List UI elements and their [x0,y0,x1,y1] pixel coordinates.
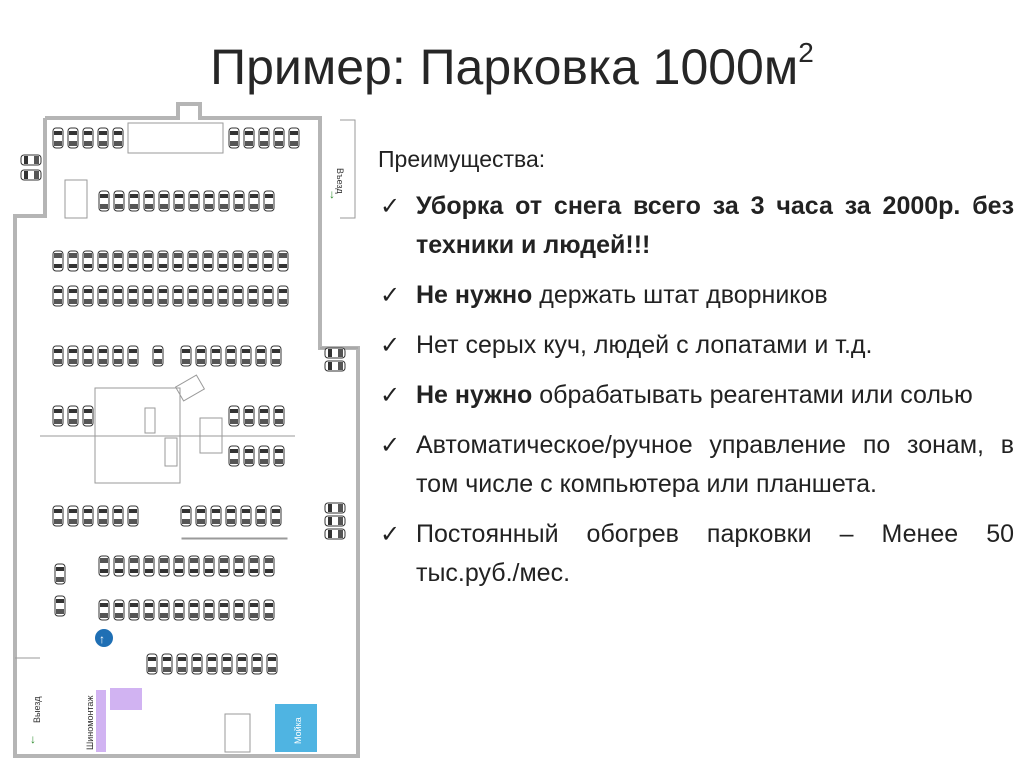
parking-space [68,406,78,426]
parking-space [252,654,262,674]
parking-space [203,251,213,271]
benefit-bold: Не нужно [416,281,533,309]
parking-space [203,286,213,306]
benefit-text: Постоянный обогрев парковки – Менее 50 тыс.руб./мес. [416,520,1014,587]
parking-space [53,128,63,148]
checkmark-icon: ✓ [380,382,401,409]
parking-space [173,286,183,306]
benefit-text: Автоматическое/ручное управление по зонам, в том числе с компьютера или планшета. [416,431,1014,498]
parking-space [128,506,138,526]
benefit-item [378,515,1014,593]
exit-label: Выезд [32,696,42,723]
parking-space [68,251,78,271]
parking-space [55,564,65,584]
parking-space [233,251,243,271]
parking-space [83,506,93,526]
parking-space [53,346,63,366]
parking-space [188,251,198,271]
parking-space [204,556,214,576]
checkmark-icon: ✓ [380,193,401,220]
benefit-bold: Не нужно [416,381,533,409]
parking-space [143,251,153,271]
exit-arrow-icon: ↓ [30,732,36,746]
benefits-panel [378,146,1014,604]
parking-space [98,346,108,366]
parking-space [144,191,154,211]
parking-space [244,128,254,148]
parking-space [113,128,123,148]
parking-space [229,128,239,148]
parking-space [158,286,168,306]
parking-space [147,654,157,674]
parking-space [278,251,288,271]
parking-space [99,556,109,576]
parking-space [233,286,243,306]
parking-space [174,556,184,576]
parking-space [256,506,266,526]
benefit-item [378,326,1014,365]
parking-space [234,556,244,576]
parking-space [219,191,229,211]
parking-space [189,556,199,576]
parking-space [196,346,206,366]
benefits-heading: Преимущества: [378,146,546,172]
entry-arrow-icon: ↓ [329,187,335,201]
parking-space [114,556,124,576]
parking-space [189,600,199,620]
parking-space [248,251,258,271]
parking-space [259,128,269,148]
checkmark-icon: ✓ [380,332,401,359]
parking-space [68,346,78,366]
parking-space [181,506,191,526]
parking-space [325,503,345,513]
parking-space [234,600,244,620]
parking-space [98,251,108,271]
parking-space [174,191,184,211]
parking-space [181,346,191,366]
benefit-item [378,276,1014,315]
parking-space [53,286,63,306]
parking-space [128,286,138,306]
parking-space [83,346,93,366]
parking-space [274,406,284,426]
parking-space [222,654,232,674]
parking-space [53,506,63,526]
parking-space [226,506,236,526]
parking-space [207,654,217,674]
parking-space [113,506,123,526]
checkmark-icon: ✓ [380,432,401,459]
info-sign-arrow-icon: ↑ [99,632,105,646]
parking-floor-plan [0,98,362,768]
slide-title [0,38,1024,96]
parking-space [204,191,214,211]
parking-space [229,446,239,466]
checkmark-icon: ✓ [380,521,401,548]
parking-space [278,286,288,306]
parking-space [144,600,154,620]
parking-space [244,446,254,466]
parking-space [83,406,93,426]
parking-spaces [21,128,345,674]
parking-space [249,556,259,576]
parking-space [196,506,206,526]
parking-space [188,286,198,306]
parking-space [114,191,124,211]
benefit-text: обрабатывать реагентами или солью [532,381,973,409]
parking-space [274,446,284,466]
parking-space [237,654,247,674]
parking-space [274,128,284,148]
parking-space [129,556,139,576]
benefit-item [378,426,1014,504]
parking-space [219,556,229,576]
parking-space [325,361,345,371]
parking-space [263,286,273,306]
parking-space [83,128,93,148]
parking-space [204,600,214,620]
parking-space [113,286,123,306]
parking-space [21,155,41,165]
parking-space [249,191,259,211]
parking-space [218,251,228,271]
parking-space [248,286,258,306]
parking-space [153,346,163,366]
parking-space [234,191,244,211]
parking-space [264,191,274,211]
entry-label: Въезд [335,168,345,194]
benefit-text: Нет серых куч, людей с лопатами и т.д. [416,331,873,359]
parking-space [264,600,274,620]
parking-plan-drawing [0,98,362,768]
benefits-list [378,187,1014,593]
parking-space [129,191,139,211]
title-superscript: 2 [798,37,814,69]
parking-space [113,346,123,366]
parking-space [256,346,266,366]
parking-space [68,128,78,148]
parking-space [229,406,239,426]
parking-space [271,506,281,526]
parking-space [259,406,269,426]
parking-space [192,654,202,674]
benefit-text: держать штат дворников [532,281,828,309]
parking-space [218,286,228,306]
parking-space [159,191,169,211]
parking-space [98,128,108,148]
slide-title-text: Пример: Парковка 1000м [210,39,799,95]
parking-space [144,556,154,576]
parking-space [68,286,78,306]
parking-space [325,529,345,539]
parking-space [325,348,345,358]
parking-space [21,170,41,180]
parking-space [143,286,153,306]
parking-space [99,600,109,620]
parking-space [177,654,187,674]
parking-space [159,600,169,620]
car-wash-label: Мойка [293,717,303,744]
tire-service-label: Шиномонтаж [85,695,95,750]
parking-space [244,406,254,426]
parking-space [99,191,109,211]
parking-space [241,506,251,526]
checkmark-icon: ✓ [380,282,401,309]
parking-space [114,600,124,620]
tire-service-area [110,688,142,710]
tire-service-strip [96,690,106,752]
parking-space [83,286,93,306]
parking-space [211,346,221,366]
parking-space [271,346,281,366]
parking-space [53,406,63,426]
parking-space [98,286,108,306]
parking-space [226,346,236,366]
parking-space [98,506,108,526]
parking-space [267,654,277,674]
parking-space [113,251,123,271]
benefit-item [378,187,1014,265]
parking-space [325,516,345,526]
parking-space [263,251,273,271]
parking-space [128,346,138,366]
parking-space [68,506,78,526]
benefit-bold: Уборка от снега всего за 3 часа за 2000р. без техники и людей!!! [416,192,1014,259]
parking-space [158,251,168,271]
parking-space [289,128,299,148]
parking-space [173,251,183,271]
parking-space [129,600,139,620]
parking-space [189,191,199,211]
parking-space [264,556,274,576]
parking-space [128,251,138,271]
parking-space [249,600,259,620]
parking-space [259,446,269,466]
parking-space [55,596,65,616]
parking-space [211,506,221,526]
parking-space [162,654,172,674]
parking-space [83,251,93,271]
parking-space [174,600,184,620]
parking-space [219,600,229,620]
parking-space [53,251,63,271]
parking-space [159,556,169,576]
parking-space [241,346,251,366]
benefit-item [378,376,1014,415]
